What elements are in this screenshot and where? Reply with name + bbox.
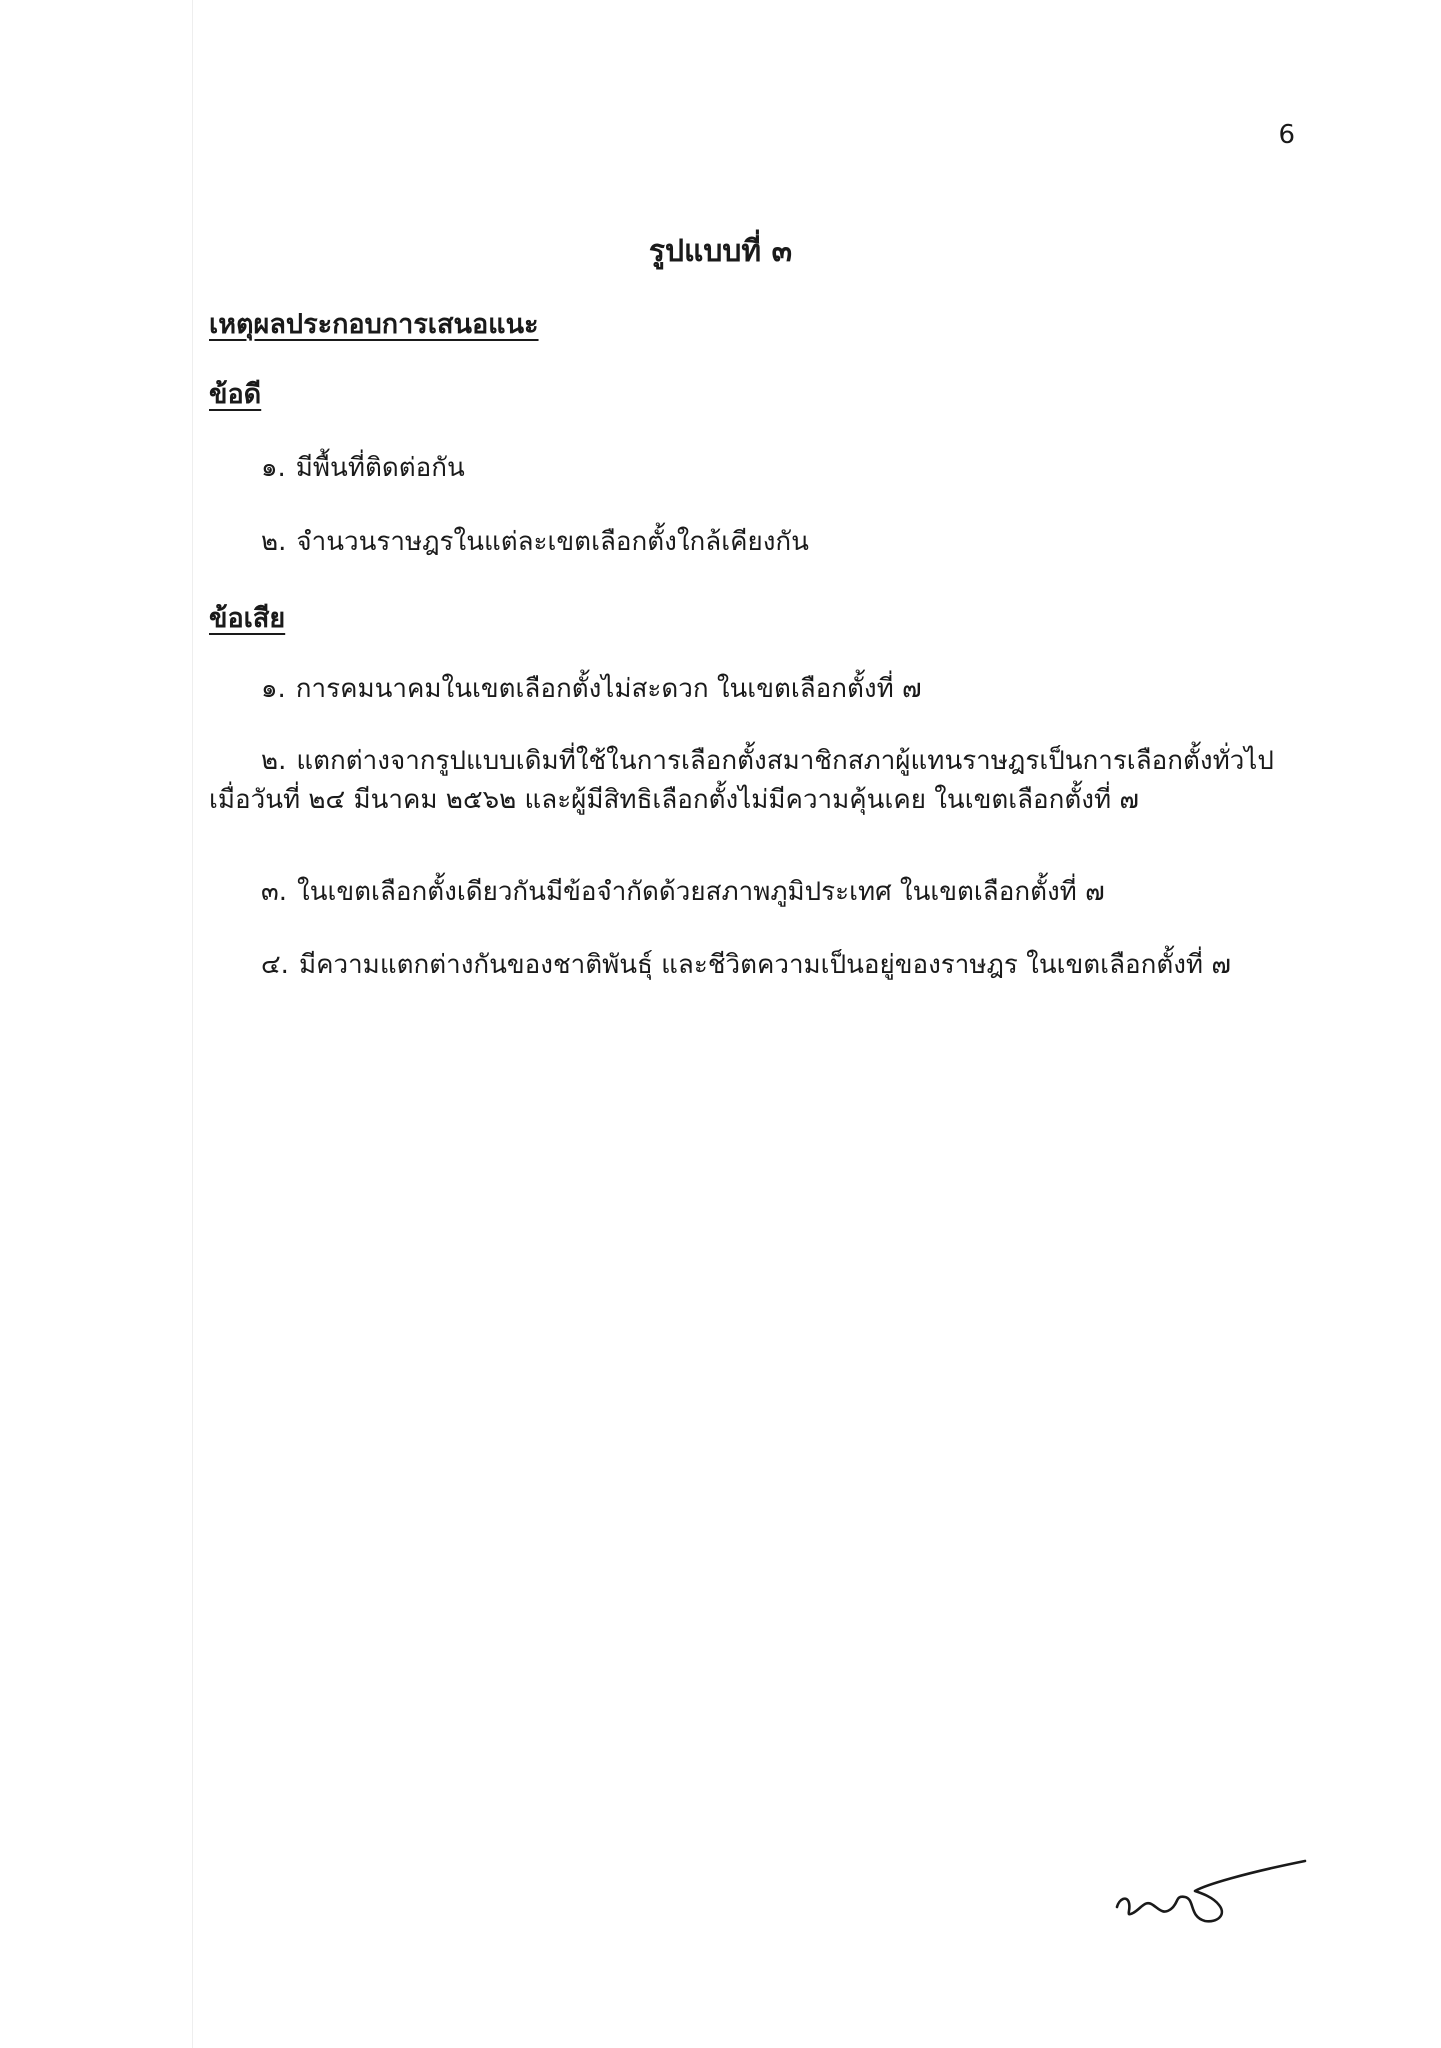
disadvantages-heading: ข้อเสีย: [209, 603, 286, 634]
signature: [1105, 1855, 1315, 1935]
scan-edge: [192, 0, 193, 2048]
advantage-item: ๒. จำนวนราษฎรในแต่ละเขตเลือกตั้งใกล้เคียงกัน: [261, 527, 809, 557]
disadvantage-item: ๔. มีความแตกต่างกันของชาติพันธุ์ และชีวิตความเป็นอยู่ของราษฎร ในเขตเลือกตั้งที่ ๗: [261, 950, 1231, 980]
disadvantage-item: ๓. ในเขตเลือกตั้งเดียวกันมีข้อจำกัดด้วยสภาพภูมิประเทศ ในเขตเลือกตั้งที่ ๗: [261, 877, 1105, 907]
page-title: รูปแบบที่ ๓: [648, 234, 793, 269]
advantages-section: [209, 372, 1309, 415]
advantages-heading: ข้อดี: [209, 379, 262, 410]
disadvantage-item: ๒. แตกต่างจากรูปแบบเดิมที่ใช้ในการเลือกตั้งสมาชิกสภาผู้แทนราษฎรเป็นการเลือกตั้งทั่วไป เมื่อวันที่ ๒๔ มีนาคม ๒๕๖๒ และผู้มีสิทธิเลือกตั้งไม่มีความคุ้นเคย ในเขตเลือกตั้งที่ ๗: [209, 746, 1274, 815]
disadvantage-item: ๑. การคมนาคมในเขตเลือกตั้งไม่สะดวก ในเขตเลือกตั้งที่ ๗: [261, 674, 922, 704]
reasons-section: [209, 302, 1309, 345]
page-number: 6: [1278, 120, 1295, 150]
reasons-heading: เหตุผลประกอบการเสนอแนะ: [209, 309, 539, 340]
disadvantages-section: [209, 596, 1309, 639]
advantage-item: ๑. มีพื้นที่ติดต่อกัน: [261, 453, 465, 483]
